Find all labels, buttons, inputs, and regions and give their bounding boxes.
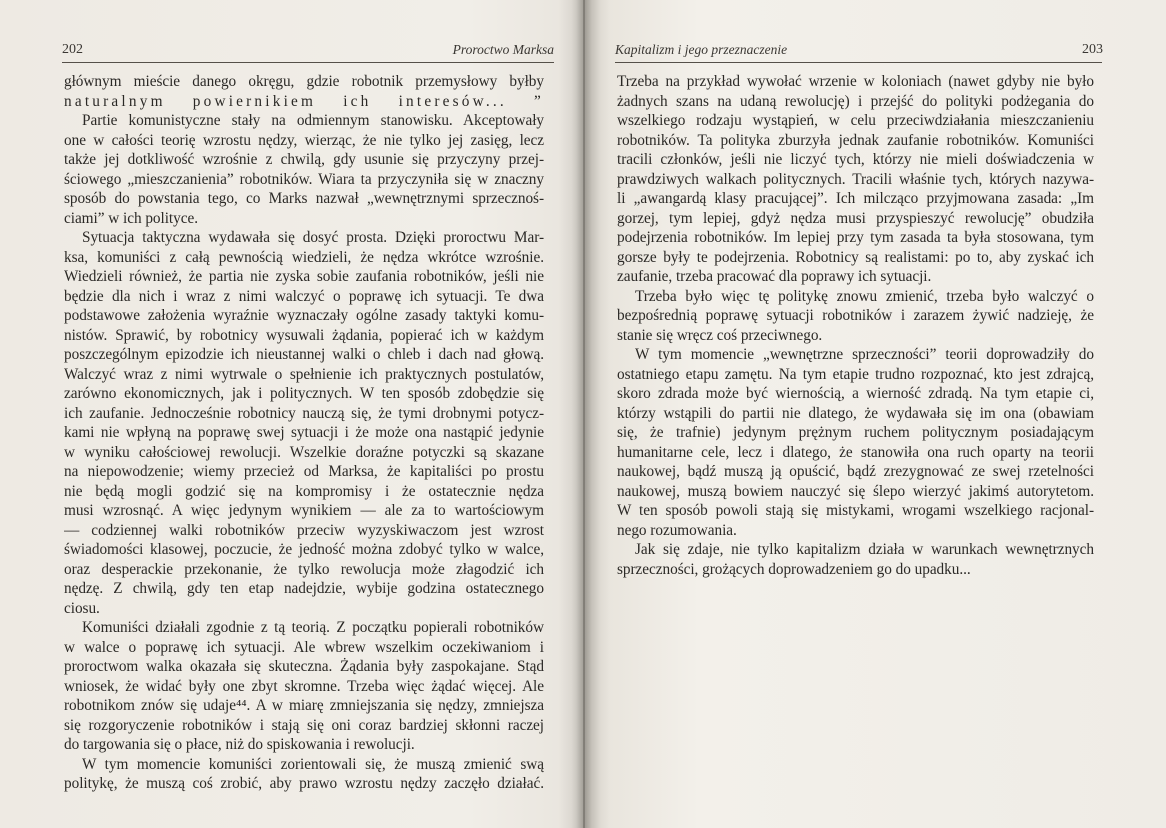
text-line: proroctwom walka okazała się skuteczna. Żądania były zaspokajane. Stąd — [64, 658, 544, 675]
text-line: sposób do powstania tego, co Marks nazwał „wewnętrznymi sprzecznoś- — [64, 190, 544, 207]
right-page — [585, 0, 1166, 828]
text-line: gorzej, tym lepiej, gdyż nędza musi przyspieszyć rewolucję” obudziła — [617, 209, 1094, 227]
text-line: podejrzenia robotników. Im lepiej przy tym zasada ta była stosowana, tym — [617, 229, 1094, 246]
text-line: żadnych szans na udaną rewolucję) i przejść do polityki podżegania do — [617, 92, 1094, 110]
text-line: głównym mieście danego okręgu, gdzie robotnik przemysłowy byłby — [64, 73, 544, 90]
text-line: stanie się wręcz coś przeciwnego. — [617, 326, 823, 344]
text-line: naukowej, bądź muszą ją opuścić, bądź zrezygnować ze swej rzetelności — [617, 463, 1094, 480]
text-line: naukowej, muszą bowiem nauczyć się ślepo wierzyć jakimś autorytetom. — [617, 482, 1094, 500]
text-line: one w całości teorię wzrostu nędzy, wierząc, że nie tylko jej zasięg, lecz — [64, 131, 544, 149]
text-line: w wyniku całościowej rewolucji. Wszelkie doraźne potyczki są skazane — [64, 443, 544, 461]
text-line: ksa, komuniści z całą pewnością wiedzieli, że nędza wkrótce wzrośnie. — [64, 248, 544, 266]
text-line: musi wzrosnąć. A więc jedynym wynikiem — ale za to wartościowym — [64, 502, 544, 519]
text-line: tracili członków, jeśli nie liczyć tych, którzy nie mieli doświadczenia w — [617, 151, 1094, 168]
text-line: ściowego „mieszczanienia” robotników. Wiara ta przyczyniła się w znaczny — [64, 170, 544, 188]
text-line: naturalnym powiernikiem ich interesów... ” — [64, 92, 544, 110]
header-rule-left — [62, 62, 554, 63]
text-line: nędzę. Z chwilą, gdy ten etap nadejdzie, wybije godzina ostatecznego — [64, 580, 544, 597]
text-line: nistów. Sprawić, by robotnicy wysuwali żądania, popierać ich w każdym — [64, 326, 544, 344]
text-line: poszczególnym epizodzie ich nieustannej walki o chleb i dach nad głową. — [64, 346, 544, 363]
text-line: wszelkiego rodzaju wystąpień, w celu przeciwdziałania mieszczanieniu — [617, 112, 1094, 129]
text-line: W tym momencie komuniści zorientowali się, że muszą zmienić swą — [82, 755, 544, 773]
page-number-left: 202 — [62, 42, 83, 57]
header-rule-right — [615, 62, 1102, 63]
text-line: — codziennej walki robotników przeciw wyzyskiwaczom jest wzrost — [64, 521, 544, 539]
right-body-text — [617, 72, 1094, 579]
text-line: ciami” w ich polityce. — [64, 209, 198, 227]
text-line: Walczyć wraz z nimi wytrwale o spełnienie ich praktycznych postulatów, — [64, 365, 544, 383]
text-line: nie będą mogli godzić się na kompromisy i że ostatecznie nędza — [64, 482, 544, 500]
text-line: Trzeba na przykład wywołać wrzenie w koloniach (nawet gdyby nie było — [617, 73, 1094, 90]
text-line: wniosek, że widać były one zbyt skromne. Trzeba więc żądać więcej. Ale — [64, 677, 544, 695]
text-line: Wiedzieli również, że partia nie zyska sobie zaufania robotników, jeśli nie — [64, 268, 544, 285]
text-line: w walce o poprawę ich sytuacji. Ale wbrew wszelkim oczekiwaniom i — [64, 638, 544, 656]
text-line: robotnikom znów się udaje⁴⁴. A w miarę zmniejszania się nędzy, zmniejsza — [64, 697, 544, 714]
text-line: Partie komunistyczne stały na odmiennym stanowisku. Akceptowały — [82, 112, 544, 129]
text-line: humanitarne cele, lecz i dlatego, że stanowiła ona ruch oparty na teorii — [617, 443, 1094, 461]
text-line: politykę, że muszą coś zrobić, aby prawo wzrostu nędzy zaczęło działać. — [64, 775, 544, 792]
text-line: bezpośrednią poprawę sytuacji robotników i zarazem żywić nadzieję, że — [617, 307, 1094, 324]
text-line: będzie dla nich i wraz z nimi walczyć o poprawę ich sytuacji. Te dwa — [64, 287, 544, 305]
text-line: podstawowe założenia wyraźnie wyznaczały ogólne zasady taktyki komu- — [64, 307, 544, 324]
text-line: W ten sposób powoli stają się mistykami, wrogami wszelkiego racjonal- — [617, 502, 1094, 519]
text-line: Komuniści działali zgodnie z tą teorią. Z początku popierali robotników — [82, 619, 544, 636]
text-line: się, że trafnie) jedynym prężnym ruchem politycznym posiadającym — [617, 424, 1094, 441]
text-line: skoro zdrada może być wiernością, a wierność zdradą. Na tym etapie ci, — [617, 385, 1094, 402]
text-line: ostatniego etapu zamętu. Na tym etapie trudno rozpoznać, kto jest zdrajcą, — [617, 365, 1094, 383]
text-line: się rozgoryczenie robotników i stają się oni coraz bardziej skłonni raczej — [64, 716, 544, 734]
left-body-text — [64, 72, 544, 794]
text-line: ciosu. — [64, 599, 100, 617]
text-line: prawdziwych walkach politycznych. Tracili właśnie tych, których nazywa- — [617, 170, 1094, 188]
text-line: kami nie wpłyną na poprawę swej sytuacji i że może ona nastąpić jedynie — [64, 424, 544, 441]
running-title-right: Kapitalizm i jego przeznaczenie — [615, 42, 788, 57]
text-line: którzy wstąpili do partii nie dlatego, że wydawała się im ona (obawiam — [617, 404, 1094, 422]
text-line: Jak się zdaje, nie tylko kapitalizm działa w warunkach wewnętrznych — [635, 541, 1094, 558]
text-line: ich zaufanie. Jednocześnie robotnicy nauczą się, że tymi drobnymi potycz- — [64, 404, 544, 422]
text-line: do targowania się o płace, niż do spiskowania i rewolucji. — [64, 736, 415, 753]
text-line: W tym momencie „wewnętrzne sprzeczności” teorii doprowadziły do — [635, 346, 1094, 363]
text-line: zarówno ekonomicznych, jak i politycznych. W ten sposób zdobędzie się — [64, 385, 544, 402]
text-line: na niepowodzenie; wiemy przecież od Marksa, że kapitaliści po prostu — [64, 463, 544, 480]
page-number-right: 203 — [1082, 42, 1103, 57]
gutter-fold — [583, 0, 585, 828]
text-line: li „awangardą klasy pracującej”. Ich milcząco przyjmowana zasada: „Im — [617, 190, 1094, 207]
text-line: gorsze były te podejrzenia. Robotnicy są realistami: po to, aby zyskać ich — [617, 248, 1094, 266]
text-line: także jej dotkliwość wzrośnie z chwilą, gdy usunie się przyczyny przej- — [64, 151, 544, 168]
text-line: sprzeczności, grożących doprowadzeniem go do upadku... — [617, 560, 971, 578]
running-title-left: Proroctwo Marksa — [452, 42, 554, 57]
text-line: Sytuacja taktyczna wydawała się dosyć prosta. Dzięki proroctwu Mar- — [82, 229, 544, 246]
text-line: robotników. Ta polityka zburzyła jednak zaufanie robotników. Komuniści — [617, 131, 1094, 149]
text-line: nego rozumowania. — [617, 521, 737, 539]
text-line: Trzeba było więc tę politykę znowu zmienić, trzeba było walczyć o — [635, 287, 1094, 305]
text-line: oraz desperackie przekonanie, że tylko rewolucja może złagodzić ich — [64, 560, 544, 578]
text-line: zaufanie, trzeba pracować dla poprawy ich sytuacji. — [617, 268, 932, 285]
text-line: świadomości klasowej, poczucie, że jedność można zdobyć tylko w walce, — [64, 541, 544, 558]
